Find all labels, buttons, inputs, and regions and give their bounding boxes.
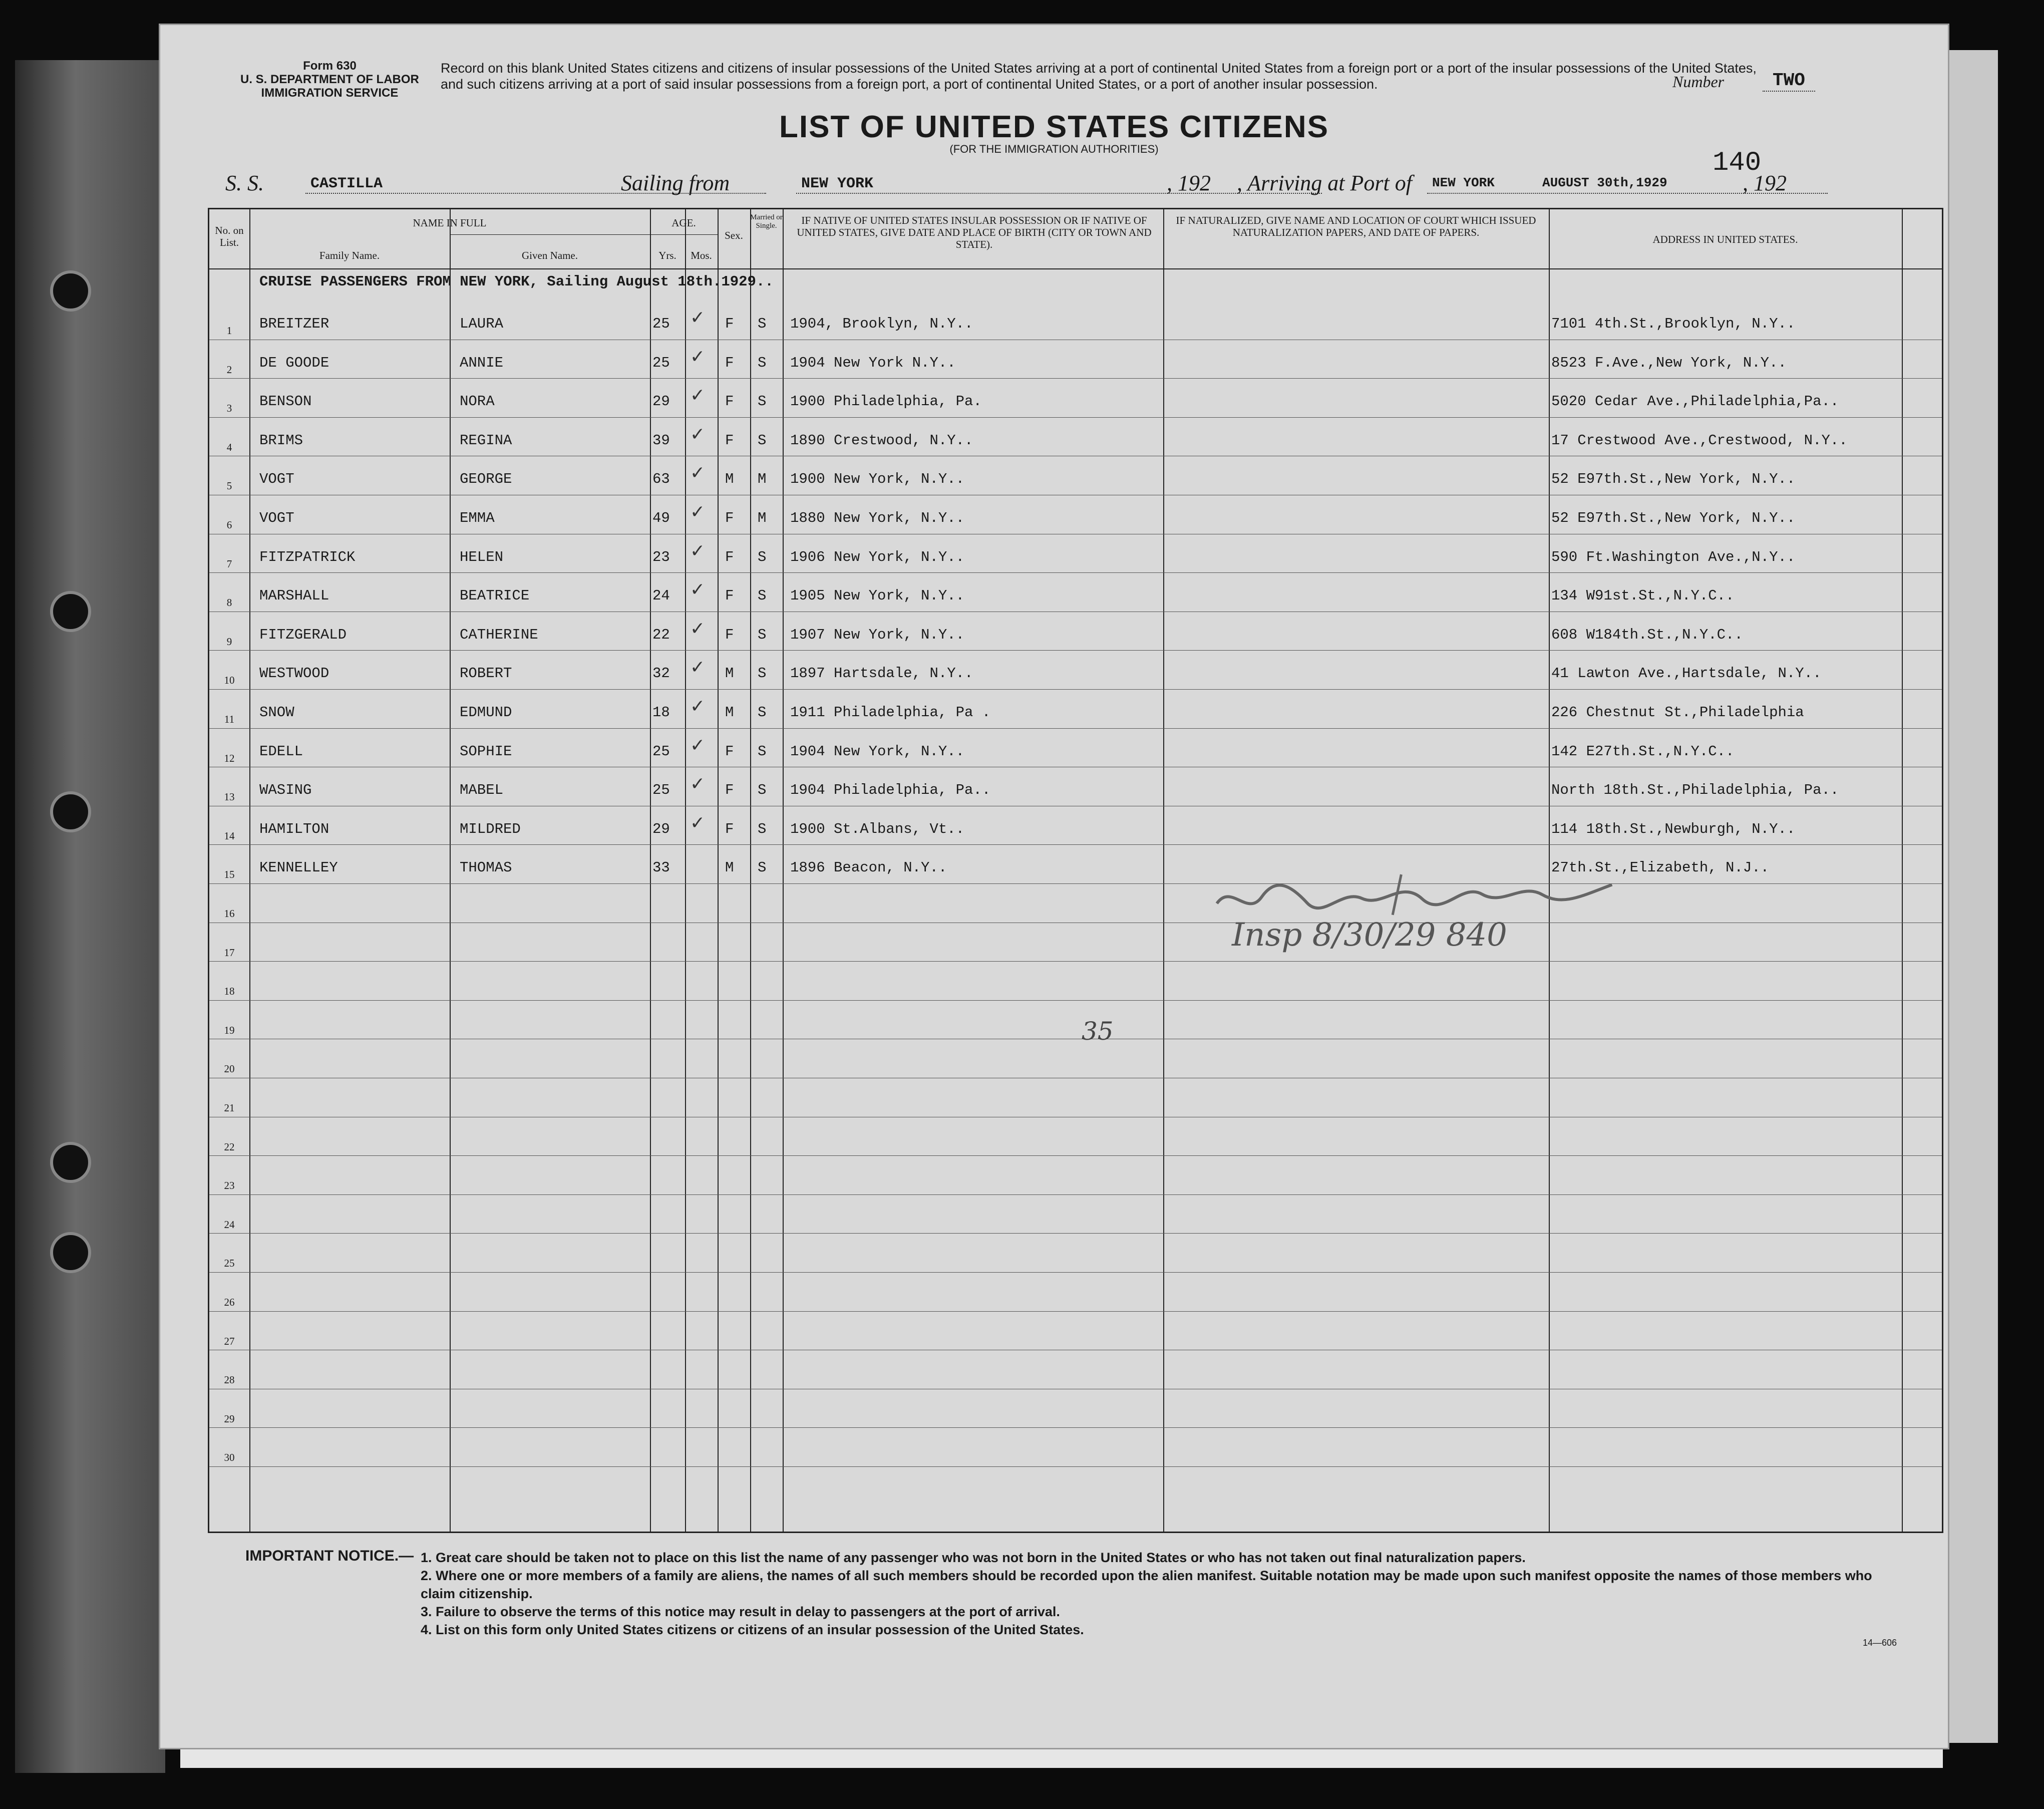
hdr-age: AGE. <box>671 217 696 229</box>
cell-given: MILDRED <box>460 820 521 837</box>
cell-given: ANNIE <box>460 354 504 371</box>
binder-hole <box>50 1142 91 1183</box>
cell-ms: S <box>758 587 767 605</box>
table-row <box>209 1315 1942 1354</box>
cell-yrs: 25 <box>652 782 670 799</box>
cell-sex: M <box>725 665 734 682</box>
cell-yrs: 25 <box>652 743 670 760</box>
cell-family: BENSON <box>259 393 312 410</box>
cell-no: 22 <box>224 1140 235 1153</box>
cell-no: 14 <box>224 829 235 842</box>
check-mark-icon: ✓ <box>690 502 706 522</box>
cell-family: BRIMS <box>259 432 303 449</box>
table-row <box>209 1082 1942 1121</box>
cell-sex: F <box>725 393 734 410</box>
cell-family: MARSHALL <box>259 587 329 605</box>
cell-family: FITZGERALD <box>259 626 347 643</box>
cell-given: ROBERT <box>460 665 512 682</box>
cell-family: BREITZER <box>259 316 329 332</box>
cell-ms: S <box>758 743 767 760</box>
cell-ms: S <box>758 432 767 449</box>
cell-birth: 1900 St.Albans, Vt.. <box>790 820 965 837</box>
check-mark-icon: ✓ <box>690 774 706 794</box>
cell-given: EDMUND <box>460 704 512 721</box>
cell-given: THOMAS <box>460 859 512 876</box>
year-label-2: , 192 <box>1743 171 1787 195</box>
table-row <box>209 576 1942 616</box>
cruise-note: CRUISE PASSENGERS FROM NEW YORK, Sailing August 18th.1929.. <box>259 273 774 290</box>
page-title: LIST OF UNITED STATES CITIZENS <box>779 110 1329 144</box>
cell-family: WESTWOOD <box>259 665 329 682</box>
cell-ms: S <box>758 859 767 876</box>
cell-sex: F <box>725 316 734 332</box>
cell-sex: F <box>725 354 734 371</box>
check-mark-icon: ✓ <box>690 385 706 406</box>
table-row <box>209 848 1942 887</box>
subheader-divider <box>450 234 718 235</box>
table-row <box>209 421 1942 460</box>
cell-address: 608 W184th.St.,N.Y.C.. <box>1551 626 1743 643</box>
cell-no: 20 <box>224 1063 235 1075</box>
cell-given: HELEN <box>460 548 504 565</box>
binder-hole <box>50 1232 91 1273</box>
table-row <box>209 965 1942 1004</box>
cell-no: 10 <box>224 674 235 687</box>
cell-address: 114 18th.St.,Newburgh, N.Y.. <box>1551 820 1796 837</box>
cell-yrs: 39 <box>652 432 670 449</box>
page-stamp: 140 <box>1713 148 1762 178</box>
cell-birth: 1904 Philadelphia, Pa.. <box>790 782 991 799</box>
page-mark: 35 <box>1082 1017 1114 1046</box>
cell-ms: S <box>758 665 767 682</box>
service-name: IMMIGRATION SERVICE <box>261 86 399 100</box>
cell-no: 24 <box>224 1218 235 1231</box>
cell-birth: 1904, Brooklyn, N.Y.. <box>790 316 973 332</box>
binder-hole <box>50 791 91 832</box>
cell-no: 30 <box>224 1451 235 1464</box>
cell-ms: S <box>758 704 767 721</box>
check-mark-icon: ✓ <box>690 812 706 833</box>
cell-yrs: 18 <box>652 704 670 721</box>
cell-address: 7101 4th.St.,Brooklyn, N.Y.. <box>1551 316 1796 332</box>
cell-birth: 1904 New York N.Y.. <box>790 354 956 371</box>
arriving-label: , Arriving at Port of <box>1237 171 1412 195</box>
arrival-date: AUGUST 30th,1929 <box>1542 175 1667 190</box>
cell-address: North 18th.St.,Philadelphia, Pa.. <box>1551 782 1839 799</box>
cell-given: REGINA <box>460 432 512 449</box>
table-row <box>209 1237 1942 1276</box>
cell-address: 590 Ft.Washington Ave.,N.Y.. <box>1551 548 1796 565</box>
cell-given: GEORGE <box>460 471 512 488</box>
cell-birth: 1906 New York, N.Y.. <box>790 548 965 565</box>
cell-yrs: 29 <box>652 820 670 837</box>
check-mark-icon: ✓ <box>690 735 706 755</box>
cell-no: 6 <box>226 519 232 531</box>
form-number: Form 630 <box>303 59 357 73</box>
cell-no: 7 <box>226 557 232 570</box>
cell-yrs: 49 <box>652 510 670 526</box>
page-subtitle: (FOR THE IMMIGRATION AUTHORITIES) <box>949 143 1159 155</box>
form-header <box>240 59 419 100</box>
cell-birth: 1905 New York, N.Y.. <box>790 587 965 605</box>
table-row <box>209 1393 1942 1432</box>
check-mark-icon: ✓ <box>690 540 706 561</box>
cell-no: 21 <box>224 1102 235 1114</box>
table-row <box>209 538 1942 577</box>
cell-sex: F <box>725 432 734 449</box>
cell-address: 27th.St.,Elizabeth, N.J.. <box>1551 859 1770 876</box>
table-row <box>209 616 1942 655</box>
cell-no: 3 <box>226 402 232 415</box>
hdr-mos: Mos. <box>691 249 712 261</box>
cell-yrs: 23 <box>652 548 670 565</box>
table-row <box>209 654 1942 693</box>
cell-no: 17 <box>224 946 235 959</box>
cell-address: 8523 F.Ave.,New York, N.Y.. <box>1551 354 1787 371</box>
department-name: U. S. DEPARTMENT OF LABOR <box>240 73 419 86</box>
check-mark-icon: ✓ <box>690 618 706 639</box>
cell-no: 5 <box>226 480 232 492</box>
cell-birth: 1900 Philadelphia, Pa. <box>790 393 982 410</box>
cell-no: 18 <box>224 985 235 998</box>
cell-no: 2 <box>226 363 232 376</box>
table-row <box>209 732 1942 771</box>
check-mark-icon: ✓ <box>690 463 706 483</box>
cell-family: FITZPATRICK <box>259 548 356 565</box>
cell-ms: S <box>758 820 767 837</box>
cell-sex: M <box>725 859 734 876</box>
check-mark-icon: ✓ <box>690 424 706 444</box>
binder-hole <box>50 270 91 312</box>
cell-address: 142 E27th.St.,N.Y.C.. <box>1551 743 1735 760</box>
number-label: Number <box>1672 73 1725 91</box>
notice-item-2: 2. Where one or more members of a family are aliens, the names of all such members should be recorded upon the alien manifest. Suitable notation may be made upon such manifest opposite the names of those members who claim citizenship. <box>421 1568 1872 1601</box>
check-mark-icon: ✓ <box>690 579 706 600</box>
table-row <box>209 1043 1942 1082</box>
ship-name: CASTILLA <box>310 175 383 192</box>
cell-yrs: 33 <box>652 859 670 876</box>
hdr-yrs: Yrs. <box>658 249 676 261</box>
inspector-note: Insp 8/30/29 840 <box>1232 917 1507 954</box>
cell-ms: M <box>758 471 767 488</box>
table-row <box>209 1354 1942 1393</box>
cell-family: DE GOODE <box>259 354 329 371</box>
cell-family: KENNELLEY <box>259 859 338 876</box>
cell-no: 28 <box>224 1374 235 1386</box>
table-row <box>209 927 1942 966</box>
table-row <box>209 499 1942 538</box>
cell-no: 19 <box>224 1024 235 1036</box>
cell-birth: 1907 New York, N.Y.. <box>790 626 965 643</box>
cell-no: 25 <box>224 1257 235 1270</box>
cell-no: 1 <box>226 325 232 337</box>
passenger-table <box>208 208 1943 1533</box>
cell-sex: M <box>725 471 734 488</box>
header-divider <box>209 268 1942 269</box>
table-row <box>209 344 1942 383</box>
check-mark-icon: ✓ <box>690 308 706 328</box>
cell-birth: 1897 Hartsdale, N.Y.. <box>790 665 973 682</box>
cell-given: EMMA <box>460 510 495 526</box>
cell-ms: S <box>758 393 767 410</box>
table-row <box>209 693 1942 732</box>
cell-no: 15 <box>224 868 235 881</box>
table-row <box>209 1121 1942 1160</box>
cell-given: SOPHIE <box>460 743 512 760</box>
hdr-married-single: Married or Single. <box>750 213 783 230</box>
hdr-given-name: Given Name. <box>522 249 578 261</box>
check-mark-icon: ✓ <box>690 346 706 367</box>
year-label-1: , 192 <box>1167 171 1211 195</box>
cell-no: 8 <box>226 596 232 609</box>
cell-yrs: 29 <box>652 393 670 410</box>
cell-sex: F <box>725 587 734 605</box>
binder-spine <box>15 60 165 1773</box>
cell-sex: F <box>725 548 734 565</box>
cell-family: EDELL <box>259 743 303 760</box>
check-mark-icon: ✓ <box>690 657 706 678</box>
cell-no: 11 <box>224 713 235 725</box>
cell-birth: 1900 New York, N.Y.. <box>790 471 965 488</box>
notice-heading: IMPORTANT NOTICE.— <box>245 1548 414 1564</box>
hdr-no-on-list: No. on List. <box>215 224 244 248</box>
cell-given: LAURA <box>460 316 504 332</box>
cell-address: 226 Chestnut St.,Philadelphia <box>1551 704 1804 721</box>
cell-family: HAMILTON <box>259 820 329 837</box>
table-row <box>209 1198 1942 1238</box>
cell-ms: S <box>758 354 767 371</box>
cell-given: BEATRICE <box>460 587 530 605</box>
manifest-sheet <box>160 25 1948 1748</box>
table-row <box>209 1004 1942 1043</box>
cell-ms: S <box>758 548 767 565</box>
binder-hole <box>50 591 91 632</box>
cell-sex: F <box>725 820 734 837</box>
cell-yrs: 24 <box>652 587 670 605</box>
notice-code: 14—606 <box>1863 1638 1897 1648</box>
cell-family: WASING <box>259 782 312 799</box>
cell-no: 4 <box>226 441 232 453</box>
hdr-address: ADDRESS IN UNITED STATES. <box>1652 233 1798 245</box>
cell-no: 26 <box>224 1296 235 1308</box>
number-value: TWO <box>1763 70 1815 92</box>
hdr-family-name: Family Name. <box>319 249 380 261</box>
hdr-name-in-full: NAME IN FULL <box>413 217 487 229</box>
cell-ms: S <box>758 782 767 799</box>
cell-birth: 1911 Philadelphia, Pa . <box>790 704 991 721</box>
sailing-label: Sailing from <box>621 171 730 195</box>
cell-ms: S <box>758 626 767 643</box>
hdr-naturalized: IF NATURALIZED, GIVE NAME AND LOCATION OF COURT WHICH ISSUED NATURALIZATION PAPERS, AND DATE OF PAPERS. <box>1176 214 1536 238</box>
cell-no: 16 <box>224 908 235 920</box>
table-row <box>209 460 1942 499</box>
cell-birth: 1890 Crestwood, N.Y.. <box>790 432 973 449</box>
cell-given: MABEL <box>460 782 504 799</box>
cell-ms: S <box>758 316 767 332</box>
table-row <box>209 810 1942 849</box>
cell-yrs: 22 <box>652 626 670 643</box>
cell-ms: M <box>758 510 767 526</box>
cell-birth: 1896 Beacon, N.Y.. <box>790 859 947 876</box>
sailing-from: NEW YORK <box>801 175 874 192</box>
table-row <box>209 1159 1942 1198</box>
cell-address: 52 E97th.St.,New York, N.Y.. <box>1551 510 1796 526</box>
cell-sex: F <box>725 743 734 760</box>
table-row <box>209 887 1942 927</box>
cell-no: 29 <box>224 1412 235 1425</box>
cell-family: SNOW <box>259 704 294 721</box>
table-row <box>209 382 1942 421</box>
cell-sex: M <box>725 704 734 721</box>
cell-yrs: 63 <box>652 471 670 488</box>
hdr-native: IF NATIVE OF UNITED STATES INSULAR POSSESSION OR IF NATIVE OF UNITED STATES, GIVE DATE AND PLACE OF BIRTH (CITY OR TOWN AND STATE). <box>797 214 1152 250</box>
table-row <box>209 1276 1942 1315</box>
ss-label: S. S. <box>225 171 264 195</box>
notice-list <box>421 1549 1898 1639</box>
cell-address: 41 Lawton Ave.,Hartsdale, N.Y.. <box>1551 665 1822 682</box>
cell-no: 13 <box>224 791 235 803</box>
cell-address: 52 E97th.St.,New York, N.Y.. <box>1551 471 1796 488</box>
cell-birth: 1904 New York, N.Y.. <box>790 743 965 760</box>
cell-given: CATHERINE <box>460 626 538 643</box>
cell-sex: F <box>725 510 734 526</box>
table-row <box>209 1431 1942 1470</box>
cell-yrs: 25 <box>652 354 670 371</box>
table-row <box>209 771 1942 810</box>
form-intro: Record on this blank United States citizens and citizens of insular possessions of the United States arriving at a port of continental United States from a foreign port or a port of the insular possessions of the United States, and such citizens arriving at a port of said insular possessions from a foreign port, a port of continental United States, or a port of another insular possession. <box>441 61 1757 92</box>
cell-sex: F <box>725 626 734 643</box>
check-mark-icon: ✓ <box>690 696 706 716</box>
notice-item-1: 1. Great care should be taken not to place on this list the name of any passenger who was not born in the United States or who has not taken out final naturalization papers. <box>421 1550 1526 1565</box>
cell-given: NORA <box>460 393 495 410</box>
cell-family: VOGT <box>259 471 294 488</box>
arriving-port: NEW YORK <box>1432 175 1495 190</box>
cell-address: 17 Crestwood Ave.,Crestwood, N.Y.. <box>1551 432 1848 449</box>
cell-address: 5020 Cedar Ave.,Philadelphia,Pa.. <box>1551 393 1839 410</box>
notice-item-3: 3. Failure to observe the terms of this notice may result in delay to passengers at the port of arrival. <box>421 1604 1060 1619</box>
cell-no: 27 <box>224 1335 235 1347</box>
cell-no: 12 <box>224 752 235 764</box>
cell-address: 134 W91st.St.,N.Y.C.. <box>1551 587 1735 605</box>
notice-item-4: 4. List on this form only United States citizens or citizens of an insular possession of the United States. <box>421 1622 1084 1637</box>
hdr-sex: Sex. <box>725 229 743 241</box>
cell-sex: F <box>725 782 734 799</box>
table-row <box>209 305 1942 344</box>
cell-family: VOGT <box>259 510 294 526</box>
cell-no: 23 <box>224 1179 235 1192</box>
cell-no: 9 <box>226 635 232 648</box>
cell-yrs: 32 <box>652 665 670 682</box>
cell-birth: 1880 New York, N.Y.. <box>790 510 965 526</box>
cell-yrs: 25 <box>652 316 670 332</box>
